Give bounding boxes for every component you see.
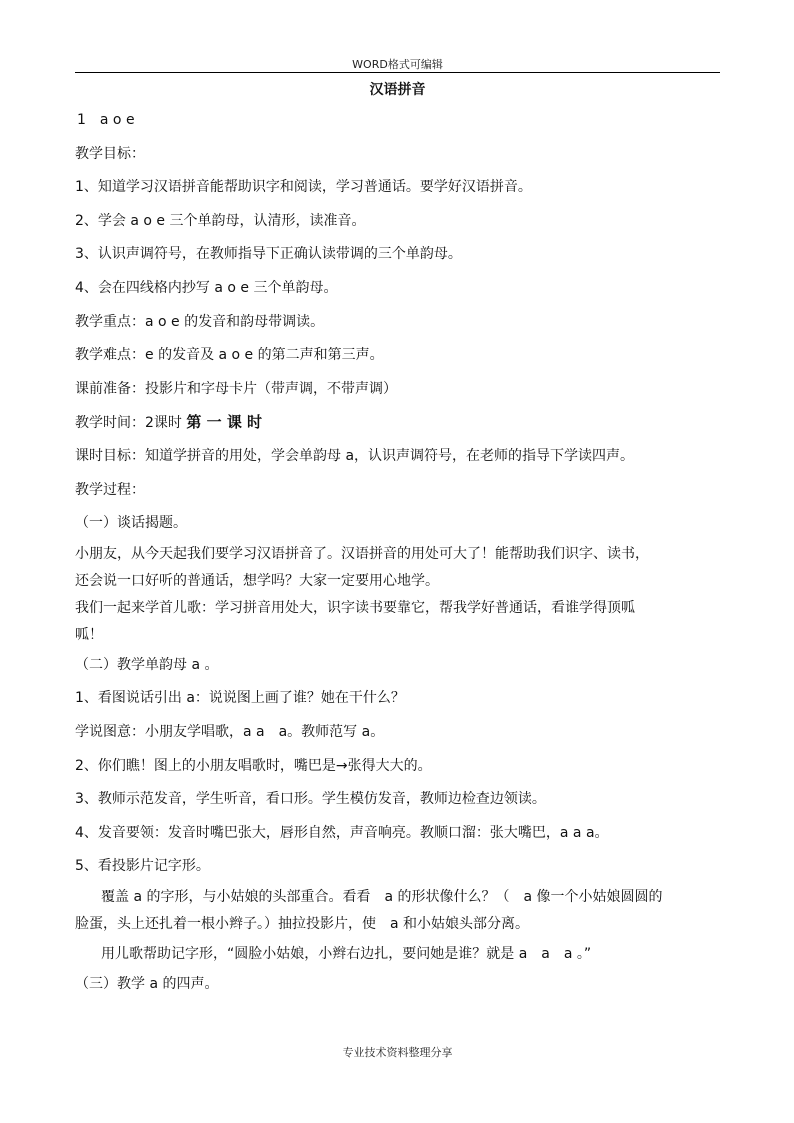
paragraph: 教学过程： (75, 481, 145, 498)
paragraph: 覆盖 a 的字形，与小姑娘的头部重合。看看 a 的形状像什么？（ a 像一个小姑娘圆圆的 (101, 888, 663, 905)
paragraph: 教学难点：e 的发音及 a o e 的第二声和第三声。 (75, 347, 384, 364)
paragraph: 1、看图说话引出 a：说说图上画了谁？她在干什么？ (75, 690, 405, 707)
paragraph: 1、知道学习汉语拼音能帮助识字和阅读，学习普通话。要学好汉语拼音。 (75, 179, 532, 196)
page-header: WORD格式可编辑 (352, 58, 443, 71)
paragraph: 小朋友，从今天起我们要学习汉语拼音了。汉语拼音的用处可大了！能帮助我们识字、读书， (75, 545, 649, 562)
page-footer: 专业技术资料整理分享 (342, 1046, 453, 1059)
paragraph (75, 406, 735, 440)
paragraph: 课时目标：知道学拼音的用处，学会单韵母 a，认识声调符号，在老师的指导下学读四声。 (75, 447, 635, 464)
header-rule (75, 72, 720, 73)
paragraph: 5、看投影片记字形。 (75, 858, 210, 875)
paragraph: 呱！ (75, 626, 103, 643)
paragraph: 课前准备：投影片和字母卡片（带声调，不带声调） (75, 380, 397, 397)
paragraph: 2、学会 a o e 三个单韵母，认清形，读准音。 (75, 212, 366, 229)
paragraph: 学说图意：小朋友学唱歌，a a a。教师范写 a。 (75, 723, 385, 740)
section-heading: 第 一 课 时 (186, 413, 263, 432)
paragraph: 2、你们瞧！图上的小朋友唱歌时，嘴巴是→张得大大的。 (75, 757, 432, 774)
paragraph: 还会说一口好听的普通话，想学吗？大家一定要用心地学。 (75, 572, 439, 589)
paragraph: 教学目标： (75, 145, 145, 162)
lesson-heading: 1 a o e (77, 112, 135, 128)
paragraph: （三）教学 a 的四声。 (75, 976, 219, 993)
paragraph: 3、教师示范发音，学生听音，看口形。学生模仿发音，教师边检查边领读。 (75, 791, 546, 808)
teaching-time: 教学时间：2课时 (75, 415, 182, 432)
paragraph: 用儿歌帮助记字形，“圆脸小姑娘，小辫右边扎，要问她是谁？就是 a a a 。” (101, 945, 592, 962)
document-title: 汉语拼音 (369, 82, 426, 98)
paragraph: 我们一起来学首儿歌：学习拼音用处大，识字读书要靠它，帮我学好普通话，看谁学得顶呱 (75, 599, 635, 616)
document-body (75, 104, 735, 998)
paragraph: 4、会在四线格内抄写 a o e 三个单韵母。 (75, 279, 338, 296)
paragraph: 教学重点：a o e 的发音和韵母带调读。 (75, 313, 325, 330)
paragraph: 4、发音要领：发音时嘴巴张大，唇形自然，声音响亮。教顺口溜：张大嘴巴，a a a。 (75, 824, 609, 841)
paragraph: （二）教学单韵母 a 。 (75, 656, 219, 673)
paragraph: 3、认识声调符号，在教师指导下正确认读带调的三个单韵母。 (75, 246, 462, 263)
paragraph: 脸蛋，头上还扎着一根小辫子。）抽拉投影片，使 a 和小姑娘头部分离。 (75, 915, 530, 932)
paragraph: （一）谈话揭题。 (75, 515, 187, 532)
